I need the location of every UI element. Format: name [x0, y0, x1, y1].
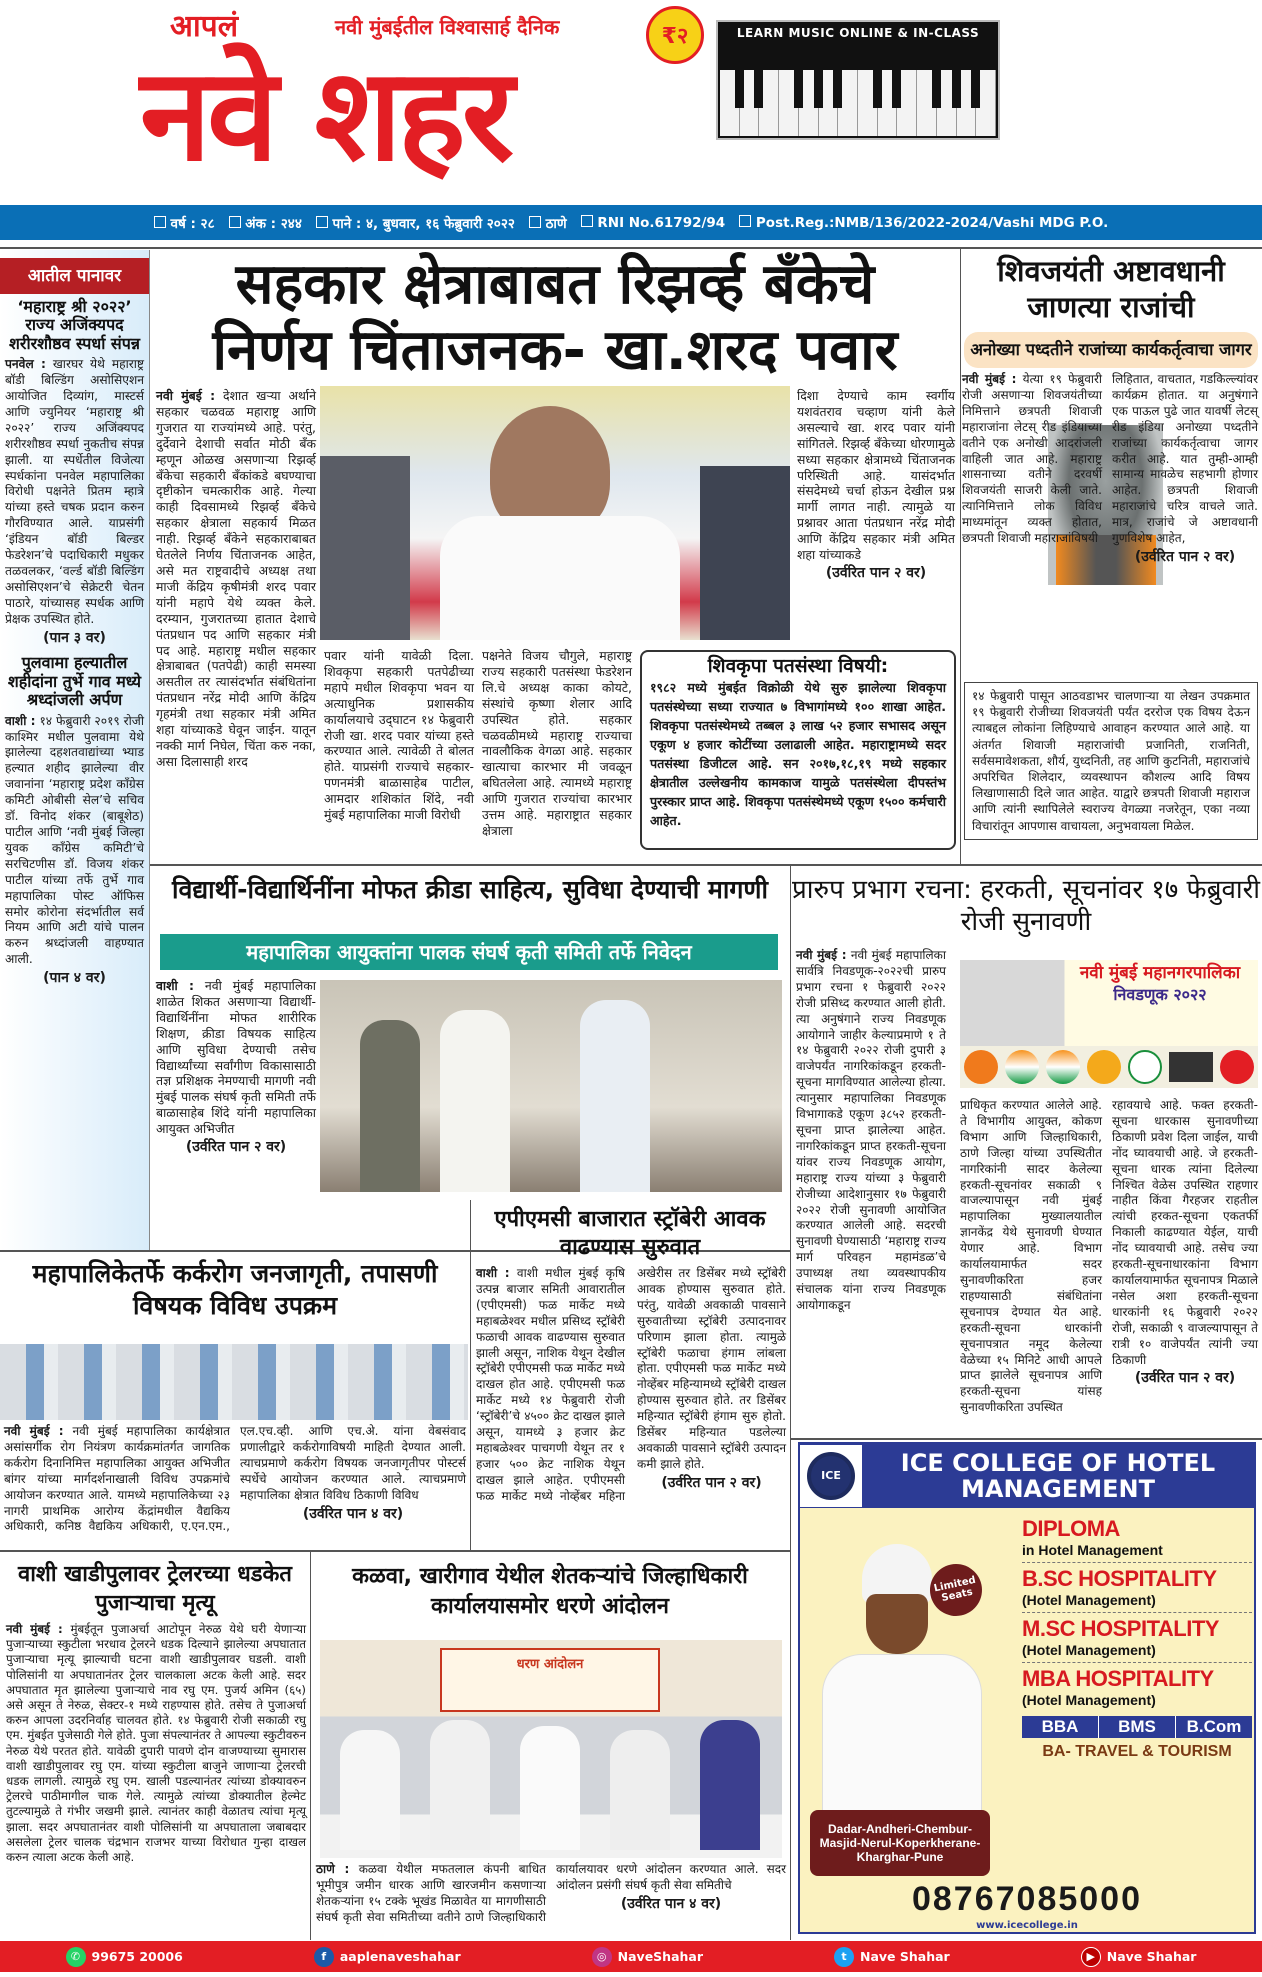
course-name: MBA HOSPITALITY: [1022, 1666, 1214, 1691]
whatsapp-icon: ✆: [66, 1947, 86, 1967]
issue-info-bar: [0, 205, 1262, 240]
volume-year: वर्ष : २८: [170, 215, 215, 232]
shivkrupa-box-title: शिवकृपा पतसंस्था विषयी:: [707, 655, 889, 677]
inside-pages-label: आतील पानावर: [0, 258, 149, 294]
branch-locations: Dadar-Andheri-Chembur-Masjid-Nerul-Koperkherane-Kharghar-Pune: [810, 1810, 990, 1876]
lead-body-col1: नवी मुंबई : देशात खऱ्या अर्थाने सहकार चळवळ महाराष्ट्र आणि गुजरात या राज्यांमध्ये आहे. परंतु, दुर्देवाने देशाची सर्वात मोठी बँक म्हणून ओळख असणाऱ्या रिझर्व्ह बँकेचा सहकारी बँकांकडे बघण्याचा दृष्टीकोन चमत्कारीक आहे. गेल्या काही दिवसामध्ये रिझर्व्ह बँकेचे सहकार क्षेत्राला सहकार्य मिळत नाही. रिझर्व्ह बँकेने सहकाराबाबत घेतलेले निर्णय चिंताजनक आहेत, असे मत राष्ट्रवादीचे अध्यक्ष तथा माजी केंद्रिय कृषीमंत्री शरद पवार यांनी महापे येथे व्यक्त केले. दरम्यान, गुजरातच्या हातात देशाचे पंतप्रधान पद आणि सहकार मंत्री पद आहे. महाराष्ट्र मधील सहकार क्षेत्राबाबत (पतपेढी) काही समस्या असतील तर त्यासंदर्भात संबंधितांना पंतप्रधान नरेंद्र मोदी आणि केंद्रिय गृहमंत्री तथा सहकार मंत्री अमित शहा यांच्याकडे घेवून जाईन. यातून नक्की मार्ग निघेल, चिंता करु नका, असा दिलासाही शरद: [156, 388, 316, 769]
postal-registration: Post.Reg.:NMB/136/2022-2024/Vashi MDG P.O.: [755, 214, 1109, 231]
ice-ad-title: ICE COLLEGE OF HOTEL MANAGEMENT: [900, 1448, 1216, 1503]
shivjayanti-writing-box: १४ फेब्रुवारी पासून आठवडाभर चालणाऱ्या या लेखन उपक्रमात १९ फेब्रुवारी रोजीच्या शिवजयंती पर्यंत दररोज एक विषय देऊन त्याबद्दल लोकांना लिहिण्याचे आवाहन करण्यात आले आहे. या अंतर्गत शिवाजी महाराजांची प्रजानिती, राजनिती, सर्वसमावेशकता, शौर्य, युध्दनिती, तह आणि कुटनिती, महाराजांचे अपरिचित शिलेदार, व्यवस्थापन कौशल्य आदि विषय लिखाणासाठी दिले जात आहेत. याद्वारे छत्रपती शिवाजी महाराज आणि त्यांनी स्थापिलेले स्वराज्य वेगळ्या नजरेतून, एका नव्या विचारांतून आपणास वाचायला, अनुभवायला मिळेल.: [964, 682, 1258, 840]
footer-whatsapp[interactable]: ✆ 99675 20006: [66, 1947, 183, 1967]
course-list: [1022, 1516, 1252, 1762]
facebook-icon: f: [314, 1947, 334, 1967]
music-class-ad: [716, 20, 1000, 140]
pulwama-body: वाशी : १४ फेब्रुवारी २०१९ रोजी काश्मिर मधील पुलवामा येथे झालेल्या दहशतवाद्यांच्या भ्याड हल्यात शहीद झालेल्या वीर जवानांना ‘महाराष्ट्र प्रदेश कॉंग्रेस कमिटी ओबीसी सेल’चे सचिव डॉ. विनोद शंकर (बाबूशेठ) पाटील आणि ‘नवी मुंबई जिल्हा युवक कॉंग्रेस कमिटी’चे सरचिटणीस डॉ. विजय शंकर पाटील यांच्या तर्फे तुर्भे गाव महापालिका पोस्ट ऑफिस समोर कोरोना संदर्भातील सर्व नियम आणि अटी यांचे पालन करुन श्रध्दांजली वाहण्यात आली. (पान ४ वर): [5, 713, 145, 987]
youtube-icon: ▶: [1081, 1947, 1101, 1967]
shivjayanti-headline: शिवजयंती अष्टावधानी जाणत्या राजांची: [997, 254, 1225, 324]
course-subtitle: (Hotel Management): [1022, 1592, 1252, 1613]
footer-facebook[interactable]: f aaplenaveshahar: [314, 1947, 461, 1967]
shivkrupa-box-body: १९८२ मध्ये मुंबईत विक्रोळी येथे सुरु झालेल्या शिवकृपा पतसंस्थेच्या सध्या राज्यात ७ विभागांमध्ये १०० शाखा आहेत. शिवकृपा पतसंस्थेमध्ये तब्बल ३ लाख ५२ हजार सभासद असून एकूण ४ हजार कोटींच्या उलाढाली आहेत. महाराष्ट्रामध्ये सदर पतसंस्था डिजीटल आहे. सन २०१७,१८,१९ मध्ये सहकार क्षेत्रातील उल्लेखनीय कामकाज यामुळे पतसंस्थेला दीपस्तंभ पुरस्कार प्राप्त आहे. शिवकृपा पतसंस्थेमध्ये एकूण १५०० कर्मचारी आहेत.: [650, 679, 946, 828]
music-ad-title: LEARN MUSIC ONLINE & IN-CLASS: [736, 26, 980, 40]
education-subheadline: महापालिका आयुक्तांना पालक संघर्ष कृती समिती तर्फे निवेदन: [160, 934, 778, 970]
lead-body-col3: पक्षनेते विजय चौगुले, महाराष्ट्र राज्य सहकारी पतसंस्था फेडरेशन लि.चे अध्यक्ष काका कोयटे, संस्थांचे कृष्णा शेलार आदि उपस्थित होते. सहकार चळवळीमध्ये महाराष्ट्र राज्याचा नावलौकिक वेगळा आहे. सहकार खात्याचा कारभार मी जवळून बघितलेला आहे. त्यामध्ये महाराष्ट्र आणि गुजरात राज्यांचा कारभार उत्तम आहे. महाराष्ट्रात सहकार क्षेत्राला: [482, 648, 632, 838]
masthead-tagline: नवी मुंबईतील विश्वासार्ह दैनिक: [335, 15, 560, 39]
pages-date: पाने : ४, बुधवार, १६ फेब्रुवारी २०२२: [332, 215, 515, 232]
vashi-accident-headline: वाशी खाडीपुलावर ट्रेलरच्या धडकेत पुजाऱ्याचा मृत्यू: [18, 1562, 292, 1616]
piano-keys-image: [720, 70, 996, 136]
shivjayanti-body-col1: नवी मुंबई : येत्या १९ फेब्रुवारी रोजी असणाऱ्या शिवजयंतीच्या निमित्ताने छत्रपती शिवाजी महाराजांना लेटस् रीड इंडियाच्या वतीने एक अनोखी आदरांजली वाहिली जात आहे. महाराष्ट्र शासनाच्या वतीने दरवर्षी शिवजयंती साजरी केली जाते. त्यानिमित्ताने लोक विविध माध्यमांतून व्यक्त होतात, छत्रपती शिवाजी महाराजांविषयी: [962, 372, 1102, 546]
ward-formation-body-col1: नवी मुंबई : नवी मुंबई महापालिका सार्वत्रि निवडणूक-२०२२ची प्रारुप प्रभाग रचना १ फेब्रुवारी २०२२ रोजी प्रसिध्द करण्यात आली होती. त्या अनुषंगाने राज्य निवडणूक आयोगाने जाहीर केल्याप्रमाणे १ ते १४ फेब्रुवारी २०२२ रोजी दुपारी ३ वाजेपर्यंत नागरिकांकडून हरकती-सूचना मागविण्यात आलेल्या होत्या. त्यानुसार महापालिका निवडणूक विभागाकडे एकूण ३८५२ हरकती-सूचना प्राप्त झालेल्या आहेत. नागरिकांकडून प्राप्त हरकती-सूचना यांवर राज्य निवडणूक आयोग, महाराष्ट्र राज्य यांच्या ३ फेब्रुवारी रोजीच्या आदेशानुसार १७ फेब्रुवारी २०२२ रोजी सुनावणी आयोजित करण्यात आलेली आहे. सदरची सुनावणी घेण्यासाठी ‘महाराष्ट्र राज्य मार्ग परिवहन महामंडळ’चे उपाध्यक्ष तथा व्यवस्थापकीय संचालक यांना राज्य निवडणूक आयोगाकडून: [796, 948, 947, 1312]
limited-seats-badge: Limited Seats: [925, 1559, 987, 1621]
sharad-pawar-speech-photo: [320, 386, 790, 640]
short-courses-bar: BBA BMS B.Com: [1022, 1716, 1252, 1738]
course-name: B.SC HOSPITALITY: [1022, 1566, 1217, 1591]
lead-body-col2: पवार यांनी यावेळी दिला. शिवकृपा सहकारी पतपेढीच्या महापे मधील शिवकृपा भवन या अत्याधुनिक प्रशासकीय कार्यालयाचे उद्‌घाटन १४ फेब्रुवारी रोजी खा. शरद पवार यांच्या हस्ते करण्यात आले. त्यावेळी ते बोलत होते. याप्रसंगी राज्याचे सहकार-पणनमंत्री बाळासाहेब पाटील, आमदार शशिकांत शिंदे, नवी मुंबई महापालिका माजी विरोधी: [324, 648, 474, 823]
rni-number: RNI No.61792/94: [597, 214, 726, 231]
edition-city: ठाणे: [545, 215, 567, 232]
education-body: वाशी : नवी मुंबई महापालिका शाळेत शिकत असणाऱ्या विद्यार्थी-विद्यार्थिनींना मोफत शारीरिक शिक्षण, क्रीडा विषयक साहित्य आणि सुविधा देण्याची तसेच विद्यार्थ्यांच्या सर्वांगीण विकासासाठी तज्ञ प्रशिक्षक नेमण्याची मागणी नवी मुंबई पालक संघर्ष कृती समिती तर्फे बाळासाहेब शिंदे यांनी महापालिका आयुक्त अभिजीत (उर्वरित पान २ वर): [156, 978, 316, 1156]
logo-tagline-small: आपलं: [170, 9, 239, 44]
issue-number: अंक : २४४: [245, 215, 302, 232]
footer-twitter[interactable]: t Nave Shahar: [834, 1947, 950, 1967]
course-subtitle: (Hotel Management): [1022, 1692, 1156, 1708]
vashi-accident-body: नवी मुंबई : मुंबईतून पुजाअर्चा आटोपून नेरुळ येथे घरी येणाऱ्या पुजाऱ्याच्या स्कुटीला भरधाव ट्रेलरने धडक दिल्याने झालेल्या अपघातात पुजाऱ्याचा मृत्यू झाल्याची घटना वाशी खाडीपुलावर घडली. वाशी पोलिसांनी या अपघातानंतर ट्रेलर चालकाला अटक केली आहे. सदर अपघातात मृत झालेल्या पुजाऱ्याचे नाव रघु एम. पुजर्य अमिन (६५) असे असून ते नेरुळ, सेक्टर-१ मध्ये राहण्यास होते. तसेच ते पुजाअर्चा करुन आपला उदरनिर्वाह चालवत होते. १४ फेब्रुवारी रोजी सकाळी रघु एम. मुंबईत पुजेसाठी गेले होते. पुजा संपल्यानंतर ते आपल्या स्कुटीवरुन नेरुळ येथे परतत होते. यावेळी दुपारी पावणे दोन वाजण्याच्या सुमारास वाशी खाडीपुलावर रघु एम. यांच्या स्कुटीला बाजुने जाणाऱ्या ट्रेलरची धडक लागली. त्यामुळे रघु एम. खाली पडल्यानंतर त्यांच्या डोक्यावरुन ट्रेलरचे पाठीमागील चाक गेले. त्यामुळे त्यांच्या डोक्यातील हेल्मेट तुटल्यामुळे ते गंभीर जखमी झाले. त्यानंतर काही वेळातच त्यांचा मृत्यू झाला. सदर अपघातानंतर वाशी पोलिसांनी या अपघाताला जबाबदार असलेला ट्रेलर चालक चंद्रभान राजभर याच्या विरोधात गुन्हा दाखल करुन त्याला अटक केली आहे.: [6, 1622, 306, 1865]
ice-ad-header: [800, 1444, 1254, 1508]
lead-headline: सहकार क्षेत्राबाबत रिझर्व्ह बँकेचे निर्णय चिंताजनक- खा.शरद पवार: [212, 252, 898, 383]
ice-college-logo: ICE: [800, 1445, 862, 1507]
cancer-poster-exhibition-photo: [0, 1344, 468, 1420]
twitter-icon: t: [834, 1947, 854, 1967]
ad-phone-number: 08767085000: [911, 1880, 1142, 1918]
memorandum-handover-photo: [320, 980, 782, 1192]
apmc-strawberry-headline: एपीएमसी बाजारात स्ट्रॉबेरी आवक वाढण्यास सुरुवात: [494, 1207, 766, 1260]
course-name: DIPLOMA: [1022, 1516, 1120, 1541]
bodybuilding-headline: ‘महाराष्ट्र श्री २०२२’ राज्य अजिंक्यपद शरीरशौष्ठव स्पर्धा संपन्न: [9, 297, 140, 353]
footer-instagram[interactable]: ◎ NaveShahar: [592, 1947, 703, 1967]
instagram-icon: ◎: [592, 1947, 612, 1967]
protest-banner: धरण आंदोलन: [440, 1648, 660, 1712]
pulwama-headline: पुलवामा हल्यातील शहीदांना तुर्भे गाव मध्ये श्रध्दांजली अर्पण: [7, 653, 142, 710]
cancer-awareness-headline: महापालिकेतर्फे कर्करोग जनजागृती, तपासणी विषयक विविध उपक्रम: [32, 1259, 438, 1320]
kalwa-protest-body: ठाणे : कळवा येथील मफतलाल कंपनी बाधित भूमीपुत्र जमीन धारक आणि खारजमीन कसणाऱ्या शेतकऱ्यांना १५ टक्के भूखंड मिळावेत या मागणीसाठी संघर्ष कृती सेवा समितीच्या वतीने ठाणे जिल्हाधिकारी कार्यालयावर धरणे आंदोलन करण्यात आले. सदर आंदोलन प्रसंगी संघर्ष कृती सेवा समितीचे (उर्वरित पान ४ वर): [316, 1862, 786, 1924]
party-symbols: [960, 1046, 1258, 1088]
price-badge: ₹२: [646, 6, 704, 64]
nmmc-election-banner: [960, 960, 1258, 1088]
bodybuilding-body: पनवेल : खारघर येथे महाराष्ट्र बॉडी बिल्डिंग असोसिएशन आयोजित दिव्यांग, मास्टर्स आणि ज्युनियर ‘महाराष्ट्र श्री २०२२’ राज्य अजिंक्यपद शरीरशौष्ठव स्पर्धा नुकतीच संपन्न झाली. या स्पर्धेतील विजेत्या स्पर्धकांना पनवेल महापालिका विरोधी पक्षनेते प्रितम म्हात्रे यांच्या हस्ते चषक प्रदान करुन गौरविण्यात आले. याप्रसंगी ‘इंडियन बॉडी बिल्डर फेडरेशन’चे पदाधिकारी मधुकर तळवलकर, ‘वर्ल्ड बॉडी बिल्डिंग असोसिएशन’चे सेक्रेटरी चेतन पाठारे, यांच्यासह स्पर्धक आणि प्रेक्षक उपस्थित होते. (पान ३ वर): [5, 357, 145, 646]
banner-text-group: [1064, 964, 1256, 1004]
shivkrupa-info-box: [640, 650, 956, 850]
shivjayanti-body-col2: लिहितात, वाचतात, गडकिल्ल्यांवर कार्यक्रम होतात. या अनुषंगाने एक पाऊल पुढे जात यावर्षी लेटस् रीड इंडिया अनोख्या पध्दतीने राजांच्या कार्यकर्तृत्वाचा जागर करीत आहे. यात तुम्ही-आम्ही सामान्य मावळेच सहभागी होणार आहेत. छत्रपती शिवाजी महाराजांचे चरित्र वाचले जाते. मात्र, राजांचे जे अष्टावधानी गुणविशेष आहेत, (उर्वरित पान २ वर): [1112, 372, 1258, 565]
shivjayanti-subheadline: अनोख्या पध्दतीने राजांच्या कार्यकर्तृत्वाचा जागर: [964, 332, 1258, 368]
apmc-strawberry-body: वाशी : वाशी मधील मुंबई कृषि उत्पन्न बाजार समिती आवारातील (एपीएमसी) फळ मार्केट मध्ये महाबळेश्वर मधील प्रसिध्द स्ट्रॉबेरी फळाची आवक वाढण्यास सुरुवात झाली असून, नाशिक येथून देखील स्ट्रॉबेरी एपीएमसी फळ मार्केट मध्ये दाखल होत आहे. एपीएमसी फळ मार्केट मध्ये १४ फेब्रुवारी रोजी ‘स्ट्रॉबेरी’चे ४५०० क्रेट दाखल झाले असून, यामध्ये ३ हजार क्रेट महाबळेश्वर पाचगणी येथून तर १ हजार ५०० क्रेट नाशिक येथून दाखल झाले आहेत. एपीएमसी फळ मार्केट मध्ये नोव्हेंबर महिना अखेरीस तर डिसेंबर मध्ये स्ट्रॉबेरी आवक होण्यास सुरुवात होते. परंतु, यावेळी अवकाळी पावसाने सुरुवातीच्या स्ट्रॉबेरी उत्पादनावर परिणाम झाला होता. त्यामुळे स्ट्रॉबेरी फळाचा हंगाम लांबला होता. एपीएमसी फळ मार्केट मध्ये नोव्हेंबर महिन्यामध्ये स्ट्रॉबेरी दाखल होण्यास सुरुवात होते. तर डिसेंबर महिन्यात स्ट्रॉबेरी हंगाम सुरु होतो. डिसेंबर महिन्यात पडलेल्या अवकाळी पावसाने स्ट्रॉबेरी उत्पादन कमी झाले होते. (उर्वरित पान २ वर): [476, 1266, 786, 1503]
footer-youtube[interactable]: ▶ Nave Shahar: [1081, 1947, 1197, 1967]
ward-formation-body-col2: प्राधिकृत करण्यात आलेले आहे. ते विभागीय आयुक्त, कोकण विभाग आणि जिल्हाधिकारी, ठाणे जिल्हा यांच्या उपस्थितीत नागरिकांनी सादर केलेल्या हरकती-सूचनांवर सकाळी ९ वाजल्यापासून नवी मुंबई महापालिका मुख्यालयातील ज्ञानकेंद्र येथे सुनावणी घेण्यात येणार आहे. विभाग कार्यालयामार्फत सदर सुनावणीकरिता हजर राहण्यासाठी संबंधितांना सूचनापत्र देण्यात येत आहे. हरकती-सूचना धारकांनी सूचनापत्रात नमूद केलेल्या वेळेच्या १५ मिनिटे आधी आपले प्राप्त झालेले सूचनापत्र आणि हरकती-सूचना यांसह सुनावणीकरिता उपस्थित: [960, 1098, 1102, 1415]
inside-pages-column: [0, 250, 150, 1250]
course-name: M.SC HOSPITALITY: [1022, 1616, 1219, 1641]
farmers-protest-photo: [320, 1640, 782, 1858]
cancer-awareness-body: नवी मुंबई : नवी मुंबई महापालिका कार्यक्षेत्रात असांसर्गीक रोग नियंत्रण कार्यक्रमांतर्गत जागतिक कर्करोग दिनानिमित्त महापालिका आयुक्त अभिजीत बांगर यांच्या मार्गदर्शनाखाली विविध उपक्रमांचे आयोजन करण्यात आले. यामध्ये महापालिकेच्या २३ नागरी प्राथमिक आरोग्य केंद्रांमधील वैद्यकिय अधिकारी, कनिष्ठ वैद्यकिय अधिकारी, ए.एन.एम., एल.एच.व्ही. आणि एच.अे. यांना वेबसंवाद प्रणालीद्वारे कर्करोगाविषयी माहिती देण्यात आली. त्याचप्रमाणे कर्करोग विषयक जनजागृतीपर पोस्टर्स स्पर्धेचे आयोजन करण्यात आले. त्याचप्रमाणे महापालिका क्षेत्रात विविध ठिकाणी विविध (उर्वरित पान ४ वर): [4, 1424, 466, 1534]
banner-title: नवी मुंबई महानगरपालिका: [1079, 963, 1241, 983]
education-headline: विद्यार्थी-विद्यार्थिनींना मोफत क्रीडा साहित्य, सुविधा देण्याची मागणी: [172, 875, 768, 904]
course-subtitle: (Hotel Management): [1022, 1642, 1252, 1663]
newspaper-logo: नवे शहर: [140, 41, 511, 190]
social-footer-bar: [0, 1941, 1262, 1972]
ward-formation-body-col3: रहावयाचे आहे. फक्त हरकती-सूचना धारकास सुनावणीच्या ठिकाणी प्रवेश दिला जाईल, याची नोंद घ्यावयाची आहे. जे हरकती-सूचना धारक त्यांना दिलेल्या निश्चित वेळेस उपस्थित राहणार नाहीत किंवा गैरहजर राहतील त्यांची हरकत-सूचना एकतर्फी निकाली काढण्यात येईल, याची नोंद घ्यावयाची आहे. तसेच ज्या हरकती-सूचनाधारकांना विभाग कार्यालयामार्फत सूचनापत्र मिळाले नसेल अशा हरकती-सूचना धारकांनी १६ फेब्रुवारी २०२२ रोजी, सकाळी ९ वाजल्यापासून ते रात्री १० वाजेपर्यंत त्यांनी ज्या ठिकाणी (उर्वरित पान २ वर): [1112, 1098, 1258, 1387]
ad-website: www.icecollege.in: [976, 1920, 1078, 1931]
ice-college-ad: [798, 1442, 1256, 1934]
course-subtitle: in Hotel Management: [1022, 1542, 1252, 1563]
lead-body-col4: दिशा देण्याचे काम स्वर्गीय यशवंतराव चव्हाण यांनी केले असल्याचे खा. शरद पवार यांनी सांगितले. रिझर्व्ह बँकेच्या धोरणामुळे सध्या सहकार क्षेत्रामध्ये चिंताजनक परिस्थिती आहे. यासंदर्भात संसदेमध्ये चर्चा होऊन देखील प्रश्न मार्गी लागत नाही. त्यामुळे या प्रश्नावर आता पंतप्रधान नरेंद्र मोदी आणि केंद्रिय सहकार मंत्री अमित शहा यांच्याकडे (उर्वरित पान २ वर): [797, 388, 955, 581]
ba-tourism-course: BA- TRAVEL & TOURISM: [1042, 1743, 1232, 1760]
kalwa-protest-headline: कळवा, खारीगाव येथील शेतकऱ्यांचे जिल्हाधिकारी कार्यालयासमोर धरणे आंदोलन: [352, 1564, 748, 1619]
ward-formation-headline: प्रारुप प्रभाग रचना: हरकती, सूचनांवर १७ फेब्रुवारी रोजी सुनावणी: [792, 875, 1261, 937]
banner-subtitle: निवडणूक २०२२: [1113, 985, 1207, 1004]
